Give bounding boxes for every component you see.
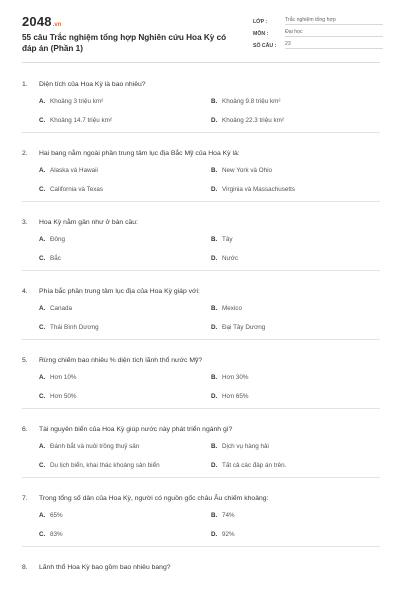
- answer-option[interactable]: [211, 442, 383, 451]
- question-header: [22, 287, 380, 296]
- question-number: 1.: [22, 81, 28, 88]
- answer-option[interactable]: [39, 442, 211, 451]
- option-letter: A.: [39, 512, 46, 519]
- option-text: Virginia và Massachusetts: [222, 186, 296, 193]
- meta-value: Trắc nghiệm tổng hợp: [285, 17, 383, 25]
- option-text: Thái Bình Dương: [50, 324, 99, 331]
- option-letter: D.: [211, 531, 218, 538]
- question-text: Hai bang nằm ngoài phần trung tâm lục địa Bắc Mỹ của Hoa Kỳ là:: [39, 150, 240, 157]
- answer-option[interactable]: [211, 235, 383, 244]
- option-text: New York và Ohio: [222, 167, 273, 174]
- question-item: [22, 202, 380, 271]
- answer-option[interactable]: [211, 323, 383, 332]
- answer-option[interactable]: [39, 511, 211, 520]
- answer-option[interactable]: [39, 392, 211, 401]
- option-text: Hơn 30%: [222, 374, 249, 381]
- option-text: 74%: [222, 512, 235, 519]
- option-letter: A.: [39, 443, 46, 450]
- answer-option[interactable]: [211, 392, 383, 401]
- answer-option[interactable]: [211, 254, 383, 263]
- answer-option[interactable]: [39, 185, 211, 194]
- answer-option[interactable]: [39, 461, 211, 470]
- question-list: [22, 64, 380, 579]
- answer-option[interactable]: [211, 185, 383, 194]
- answer-option[interactable]: [39, 373, 211, 382]
- meta-label: SỐ CÂU :: [253, 43, 277, 49]
- option-text: Hơn 65%: [222, 393, 249, 400]
- question-text: Diện tích của Hoa Kỳ là bao nhiêu?: [39, 81, 146, 88]
- option-text: Nước: [222, 255, 239, 262]
- option-letter: C.: [39, 393, 46, 400]
- question-number: 4.: [22, 288, 28, 295]
- document-header: [0, 0, 400, 62]
- answer-options: [22, 97, 380, 125]
- answer-option[interactable]: [39, 323, 211, 332]
- option-text: Alaska và Hawaii: [50, 167, 98, 174]
- option-text: Canada: [50, 305, 73, 312]
- answer-option[interactable]: [211, 461, 383, 470]
- meta-label: MÔN :: [253, 31, 269, 37]
- answer-options: [22, 304, 380, 332]
- answer-options: [22, 442, 380, 470]
- document-meta: [253, 14, 383, 50]
- option-letter: B.: [211, 443, 218, 450]
- option-text: California và Texas: [50, 186, 104, 193]
- meta-row-class: [253, 14, 383, 25]
- answer-options: [22, 235, 380, 263]
- option-letter: B.: [211, 236, 218, 243]
- option-letter: D.: [211, 393, 218, 400]
- question-header: [22, 356, 380, 365]
- question-number: 7.: [22, 495, 28, 502]
- answer-options: [22, 511, 380, 539]
- document-title: 55 câu Trắc nghiệm tổng hợp Nghiên cứu Hoa Kỳ có đáp án (Phần 1): [22, 33, 227, 53]
- question-header: [22, 494, 380, 503]
- answer-option[interactable]: [39, 254, 211, 263]
- question-header: [22, 149, 380, 158]
- option-text: Hơn 50%: [50, 393, 77, 400]
- option-letter: D.: [211, 186, 218, 193]
- question-header: [22, 80, 380, 89]
- logo-main-text: 2048: [22, 14, 52, 29]
- option-letter: A.: [39, 374, 46, 381]
- question-text: Rừng chiếm bao nhiêu % diện tích lãnh thổ nước Mỹ?: [39, 357, 203, 364]
- option-text: Khoảng 22.3 triệu km²: [222, 117, 284, 124]
- option-text: 65%: [50, 512, 63, 519]
- question-text: Trong tổng số dân của Hoa Kỳ, người có nguồn gốc châu Âu chiếm khoảng:: [39, 495, 269, 502]
- option-text: Mexico: [222, 305, 242, 312]
- question-number: 6.: [22, 426, 28, 433]
- option-text: Du lịch biển, khai thác khoáng sản biển: [50, 462, 160, 469]
- question-item: [22, 133, 380, 202]
- option-letter: D.: [211, 117, 218, 124]
- answer-option[interactable]: [211, 304, 383, 313]
- option-letter: C.: [39, 255, 46, 262]
- answer-option[interactable]: [39, 97, 211, 106]
- option-letter: C.: [39, 324, 46, 331]
- header-divider: [22, 62, 380, 63]
- option-letter: A.: [39, 305, 46, 312]
- answer-option[interactable]: [211, 97, 383, 106]
- meta-row-subject: [253, 26, 383, 37]
- option-text: Đông: [50, 236, 66, 243]
- option-text: 83%: [50, 531, 63, 538]
- logo-domain-text: .vn: [52, 22, 62, 28]
- option-text: Khoảng 9.8 triệu km²: [222, 98, 281, 105]
- meta-value: 23: [285, 41, 383, 49]
- question-text: Hoa Kỳ nằm gần như ở bán cầu:: [39, 219, 138, 226]
- answer-option[interactable]: [39, 116, 211, 125]
- answer-options: [22, 166, 380, 194]
- answer-option[interactable]: [211, 116, 383, 125]
- question-number: 3.: [22, 219, 28, 226]
- option-letter: B.: [211, 374, 218, 381]
- option-letter: D.: [211, 255, 218, 262]
- option-letter: A.: [39, 167, 46, 174]
- option-letter: A.: [39, 236, 46, 243]
- option-letter: C.: [39, 531, 46, 538]
- option-letter: C.: [39, 117, 46, 124]
- option-text: Bắc: [50, 255, 61, 262]
- question-item: [22, 547, 380, 579]
- meta-row-count: [253, 38, 383, 49]
- question-header: [22, 218, 380, 227]
- option-letter: B.: [211, 167, 218, 174]
- option-text: Tây: [222, 236, 233, 243]
- option-letter: C.: [39, 462, 46, 469]
- question-item: [22, 409, 380, 478]
- option-letter: B.: [211, 512, 218, 519]
- option-text: 92%: [222, 531, 235, 538]
- answer-option[interactable]: [39, 235, 211, 244]
- option-text: Đánh bắt và nuôi trồng thuỷ sản: [50, 443, 140, 450]
- option-letter: B.: [211, 98, 218, 105]
- question-number: 5.: [22, 357, 28, 364]
- option-letter: D.: [211, 462, 218, 469]
- option-letter: B.: [211, 305, 218, 312]
- answer-option[interactable]: [211, 511, 383, 520]
- answer-option[interactable]: [211, 373, 383, 382]
- question-text: Lãnh thổ Hoa Kỳ bao gồm bao nhiêu bang?: [39, 564, 171, 571]
- answer-option[interactable]: [39, 166, 211, 175]
- option-letter: C.: [39, 186, 46, 193]
- option-text: Khoảng 14.7 triệu km²: [50, 117, 112, 124]
- meta-value: Đại học: [285, 29, 383, 37]
- question-item: [22, 478, 380, 547]
- answer-options: [22, 373, 380, 401]
- meta-label: LỚP :: [253, 19, 268, 25]
- question-item: [22, 340, 380, 409]
- answer-option[interactable]: [211, 530, 383, 539]
- question-item: [22, 271, 380, 340]
- option-text: Đại Tây Dương: [222, 324, 266, 331]
- question-header: [22, 563, 380, 572]
- option-text: Hơn 10%: [50, 374, 77, 381]
- option-letter: A.: [39, 98, 46, 105]
- question-number: 2.: [22, 150, 28, 157]
- answer-option[interactable]: [39, 530, 211, 539]
- question-text: Phía bắc phần trung tâm lục địa của Hoa Kỳ giáp với:: [39, 288, 200, 295]
- question-item: [22, 64, 380, 133]
- option-text: Tất cả các đáp án trên.: [222, 462, 287, 469]
- option-text: Khoảng 3 triệu km²: [50, 98, 104, 105]
- option-letter: D.: [211, 324, 218, 331]
- answer-option[interactable]: [39, 304, 211, 313]
- question-header: [22, 425, 380, 434]
- option-text: Dịch vụ hàng hải: [222, 443, 269, 450]
- question-number: 8.: [22, 564, 28, 571]
- question-text: Tài nguyên biển của Hoa Kỳ giúp nước này phát triển ngành gì?: [39, 426, 233, 433]
- answer-option[interactable]: [211, 166, 383, 175]
